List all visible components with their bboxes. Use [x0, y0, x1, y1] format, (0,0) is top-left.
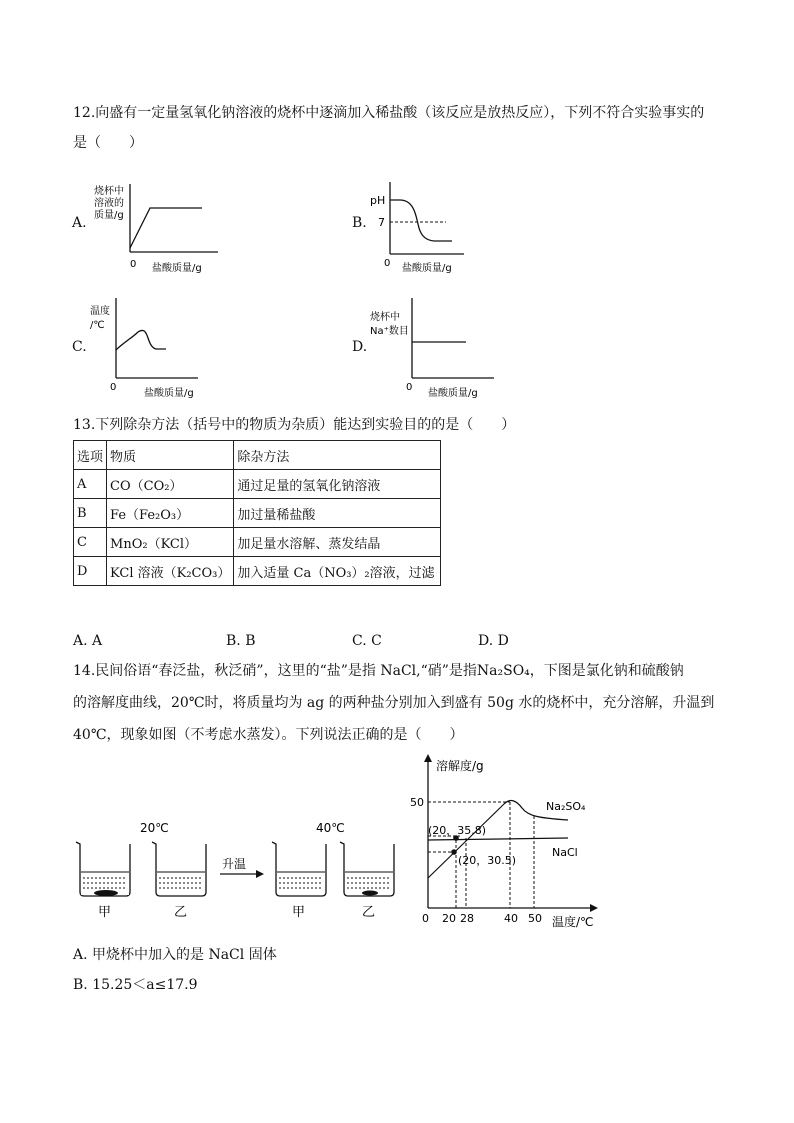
series-label-nacl: NaCl — [552, 846, 578, 859]
q12-graph-a — [86, 176, 236, 276]
q12-d-xlabel: 盐酸质量/g — [428, 388, 478, 399]
q14-beakers-figure — [70, 812, 400, 932]
q14-solubility-graph — [406, 752, 616, 932]
q12-stem-line1: 12.向盛有一定量氢氧化钠溶液的烧杯中逐滴加入稀盐酸（该反应是放热反应），下列不符合实验事实的 — [73, 105, 705, 121]
table-header: 选项 — [74, 441, 107, 470]
arrow-icon — [256, 870, 264, 878]
table-cell: MnO₂（KCl） — [107, 528, 234, 557]
q13-answer-d: D. D — [478, 633, 509, 649]
q13-stem: 13.下列除杂方法（括号中的物质为杂质）能达到实验目的的是（ ） — [73, 417, 516, 433]
beaker-jia-20 — [76, 842, 130, 896]
q14-stem-line2: 的溶解度曲线，20℃时，将质量均为 ag 的两种盐分别加入到盛有 50g 水的烧杯中，充分溶解，升温到 — [73, 695, 715, 711]
q12-b-ylabel: pH — [370, 194, 386, 207]
table-row — [74, 470, 441, 499]
q12-c-origin: 0 — [110, 382, 117, 393]
table-cell: 加入适量 Ca（NO₃）₂溶液，过滤 — [234, 557, 441, 586]
q13-table — [73, 440, 441, 586]
beaker-label-jia-1: 甲 — [98, 905, 112, 920]
table-header: 除杂方法 — [234, 441, 441, 470]
table-header: 物质 — [107, 441, 234, 470]
table-row — [74, 441, 441, 470]
graph-xlabel: 温度/℃ — [552, 915, 594, 929]
q14-stem-line3: 40℃，现象如图（不考虑水蒸发）。下列说法正确的是（ ） — [73, 727, 464, 743]
table-row — [74, 528, 441, 557]
beaker-label-yi-2: 乙 — [362, 905, 376, 920]
q12-c-xlabel: 盐酸质量/g — [144, 388, 194, 399]
table-cell: 通过足量的氢氧化钠溶液 — [234, 470, 441, 499]
q12-a-xlabel: 盐酸质量/g — [152, 263, 202, 274]
series-label-na2so4: Na₂SO₄ — [546, 800, 586, 813]
q12-option-b: B. — [352, 215, 367, 231]
table-row — [74, 499, 441, 528]
q12-option-a: A. — [72, 215, 87, 231]
q12-graph-b — [366, 176, 486, 276]
q12-stem-line2: 是（ ） — [73, 135, 143, 151]
beaker-yi-20 — [152, 842, 206, 896]
q12-option-c: C. — [72, 339, 87, 355]
graph-xtick-28: 28 — [460, 912, 474, 925]
table-cell: D — [74, 557, 107, 586]
table-cell: CO（CO₂） — [107, 470, 234, 499]
q14-option-a: A. 甲烧杯中加入的是 NaCl 固体 — [73, 947, 277, 963]
q12-b-xlabel: 盐酸质量/g — [402, 263, 452, 274]
q12-a-ylabel-1: 烧杯中 — [94, 186, 124, 197]
table-cell: B — [74, 499, 107, 528]
table-cell: Fe（Fe₂O₃） — [107, 499, 234, 528]
q12-d-ylabel-2: Na⁺数目 — [370, 326, 409, 337]
q13-answer-a: A. A — [73, 633, 103, 649]
graph-xtick-0: 0 — [422, 912, 429, 925]
table-row — [74, 557, 441, 586]
q12-a-origin: 0 — [130, 259, 137, 270]
table-cell: KCl 溶液（K₂CO₃） — [107, 557, 234, 586]
q12-d-origin: 0 — [406, 382, 413, 393]
table-cell: A — [74, 470, 107, 499]
graph-xtick-20: 20 — [442, 912, 456, 925]
q12-option-d: D. — [352, 339, 368, 355]
beaker-temp-right: 40℃ — [316, 821, 345, 835]
beaker-yi-40 — [340, 842, 394, 896]
point-label-1: (20，35.8) — [428, 824, 487, 837]
heat-arrow-label: 升温 — [222, 857, 247, 871]
q12-graph-d — [366, 292, 506, 402]
beaker-label-jia-2: 甲 — [292, 905, 306, 920]
table-cell: 加过量稀盐酸 — [234, 499, 441, 528]
table-cell: C — [74, 528, 107, 557]
q12-b-origin: 0 — [384, 258, 391, 269]
point-label-2: (20，30.5) — [458, 854, 517, 867]
q12-a-ylabel-3: 质量/g — [94, 210, 124, 221]
graph-ylabel: 溶解度/g — [436, 759, 484, 773]
q12-a-ylabel-2: 溶液的 — [94, 198, 124, 209]
q12-graph-c — [86, 292, 216, 402]
graph-ytick-50: 50 — [410, 796, 424, 809]
beaker-jia-40 — [272, 842, 326, 896]
q12-d-ylabel-1: 烧杯中 — [370, 312, 400, 323]
q12-c-ylabel-2: /℃ — [90, 320, 105, 331]
table-cell: 加足量水溶解、蒸发结晶 — [234, 528, 441, 557]
q14-option-b: B. 15.25＜a≤17.9 — [73, 977, 198, 993]
beaker-temp-left: 20℃ — [140, 821, 169, 835]
q13-answer-c: C. C — [352, 633, 382, 649]
graph-xtick-50: 50 — [528, 912, 542, 925]
q14-stem-line1: 14.民间俗语“春泛盐，秋泛硝”，这里的“盐”是指 NaCl,“硝”是指Na₂SO₄，下图是氯化钠和硫酸钠 — [73, 663, 684, 679]
q12-b-ymark: 7 — [378, 216, 385, 229]
q12-c-ylabel-1: 温度 — [90, 306, 110, 317]
graph-xtick-40: 40 — [504, 912, 518, 925]
beaker-label-yi-1: 乙 — [174, 905, 188, 920]
q13-answer-b: B. B — [226, 633, 256, 649]
